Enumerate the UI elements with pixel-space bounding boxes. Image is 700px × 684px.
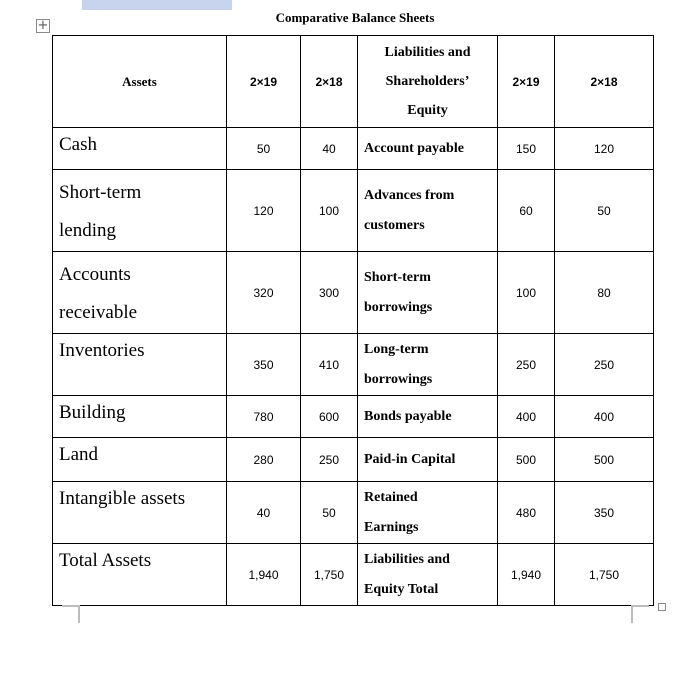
asset-2x19-cell: 40 — [227, 482, 301, 544]
page-corner-mark — [631, 605, 649, 623]
liability-2x19-cell: 150 — [498, 128, 555, 170]
asset-label-cell — [53, 252, 227, 334]
liability-2x18-cell: 500 — [555, 438, 654, 482]
liability-label-cell — [358, 170, 498, 252]
asset-2x18-cell: 50 — [301, 482, 358, 544]
table-row — [53, 438, 654, 482]
asset-2x18-cell: 600 — [301, 396, 358, 438]
cell-line: Land — [59, 444, 99, 465]
cell-line: Long-term — [364, 341, 429, 357]
asset-label-cell — [53, 334, 227, 396]
cell-line: Earnings — [364, 519, 419, 535]
liability-2x18-cell: 120 — [555, 128, 654, 170]
cell-line: Paid-in Capital — [364, 451, 456, 467]
header-assets-2x18: 2×18 — [301, 36, 358, 128]
asset-label-cell — [53, 544, 227, 606]
liability-2x18-cell: 350 — [555, 482, 654, 544]
cell-line: customers — [364, 217, 425, 233]
asset-2x19-cell: 120 — [227, 170, 301, 252]
liability-2x19-cell: 60 — [498, 170, 555, 252]
table-move-handle-icon[interactable]: + — [37, 18, 49, 33]
asset-2x19-cell: 350 — [227, 334, 301, 396]
asset-2x18-cell: 100 — [301, 170, 358, 252]
table-row — [53, 482, 654, 544]
selection-highlight — [82, 0, 232, 10]
liability-2x18-cell: 80 — [555, 252, 654, 334]
table-row — [53, 334, 654, 396]
cell-line: Account payable — [364, 140, 464, 156]
liability-2x19-cell: 500 — [498, 438, 555, 482]
liability-label-cell — [358, 544, 498, 606]
cell-line: Accounts — [59, 264, 131, 285]
liability-label-cell — [358, 396, 498, 438]
asset-2x18-cell: 1,750 — [301, 544, 358, 606]
table-row — [53, 170, 654, 252]
document-title: Comparative Balance Sheets — [275, 10, 435, 25]
cell-line: Advances from — [364, 187, 455, 203]
asset-2x18-cell: 410 — [301, 334, 358, 396]
asset-2x19-cell: 320 — [227, 252, 301, 334]
cell-line: Intangible assets — [59, 488, 186, 509]
liability-2x19-cell: 1,940 — [498, 544, 555, 606]
header-liabilities-line: Liabilities and — [384, 45, 471, 60]
liability-2x18-cell: 50 — [555, 170, 654, 252]
liability-label-cell — [358, 438, 498, 482]
asset-2x19-cell: 280 — [227, 438, 301, 482]
header-liabilities-line: Equity — [407, 103, 448, 118]
cell-line: Retained — [364, 489, 418, 505]
header-assets: Assets — [53, 36, 227, 128]
liability-2x19-cell: 250 — [498, 334, 555, 396]
cell-line: Short-term — [364, 269, 431, 285]
header-liab-2x19: 2×19 — [498, 36, 555, 128]
liability-2x18-cell: 1,750 — [555, 544, 654, 606]
asset-2x18-cell: 300 — [301, 252, 358, 334]
asset-2x18-cell: 250 — [301, 438, 358, 482]
cell-line: Short-term — [59, 182, 142, 203]
asset-2x18-cell: 40 — [301, 128, 358, 170]
page-corner-mark — [62, 605, 80, 623]
table-row — [53, 396, 654, 438]
asset-label-cell — [53, 128, 227, 170]
asset-label-cell — [53, 396, 227, 438]
liability-2x18-cell: 250 — [555, 334, 654, 396]
header-liabilities-equity — [358, 36, 498, 128]
cell-line: Cash — [59, 134, 97, 155]
liability-label-cell — [358, 252, 498, 334]
liability-label-cell — [358, 334, 498, 396]
table-resize-handle[interactable] — [658, 603, 666, 611]
asset-label-cell — [53, 482, 227, 544]
cell-line: Liabilities and — [364, 551, 450, 567]
cell-line: receivable — [59, 302, 138, 323]
header-liab-2x18: 2×18 — [555, 36, 654, 128]
liability-2x19-cell: 100 — [498, 252, 555, 334]
table-row — [53, 544, 654, 606]
asset-label-cell — [53, 438, 227, 482]
table-row — [53, 252, 654, 334]
header-liabilities-line: Shareholders’ — [385, 74, 470, 89]
liability-2x18-cell: 400 — [555, 396, 654, 438]
cell-line: Equity Total — [364, 581, 439, 597]
cell-line: borrowings — [364, 299, 433, 315]
cell-line: Inventories — [59, 340, 145, 361]
header-row — [53, 36, 654, 128]
asset-2x19-cell: 780 — [227, 396, 301, 438]
table-row — [53, 128, 654, 170]
cell-line: Bonds payable — [364, 408, 452, 424]
cell-line: lending — [59, 220, 116, 241]
asset-2x19-cell: 1,940 — [227, 544, 301, 606]
liability-label-cell — [358, 482, 498, 544]
liability-2x19-cell: 400 — [498, 396, 555, 438]
header-assets-2x19: 2×19 — [227, 36, 301, 128]
liability-2x19-cell: 480 — [498, 482, 555, 544]
cell-line: Building — [59, 402, 126, 423]
cell-line: Total Assets — [59, 550, 152, 571]
asset-label-cell — [53, 170, 227, 252]
balance-sheet-table — [52, 35, 654, 606]
asset-2x19-cell: 50 — [227, 128, 301, 170]
cell-line: borrowings — [364, 371, 433, 387]
liability-label-cell — [358, 128, 498, 170]
